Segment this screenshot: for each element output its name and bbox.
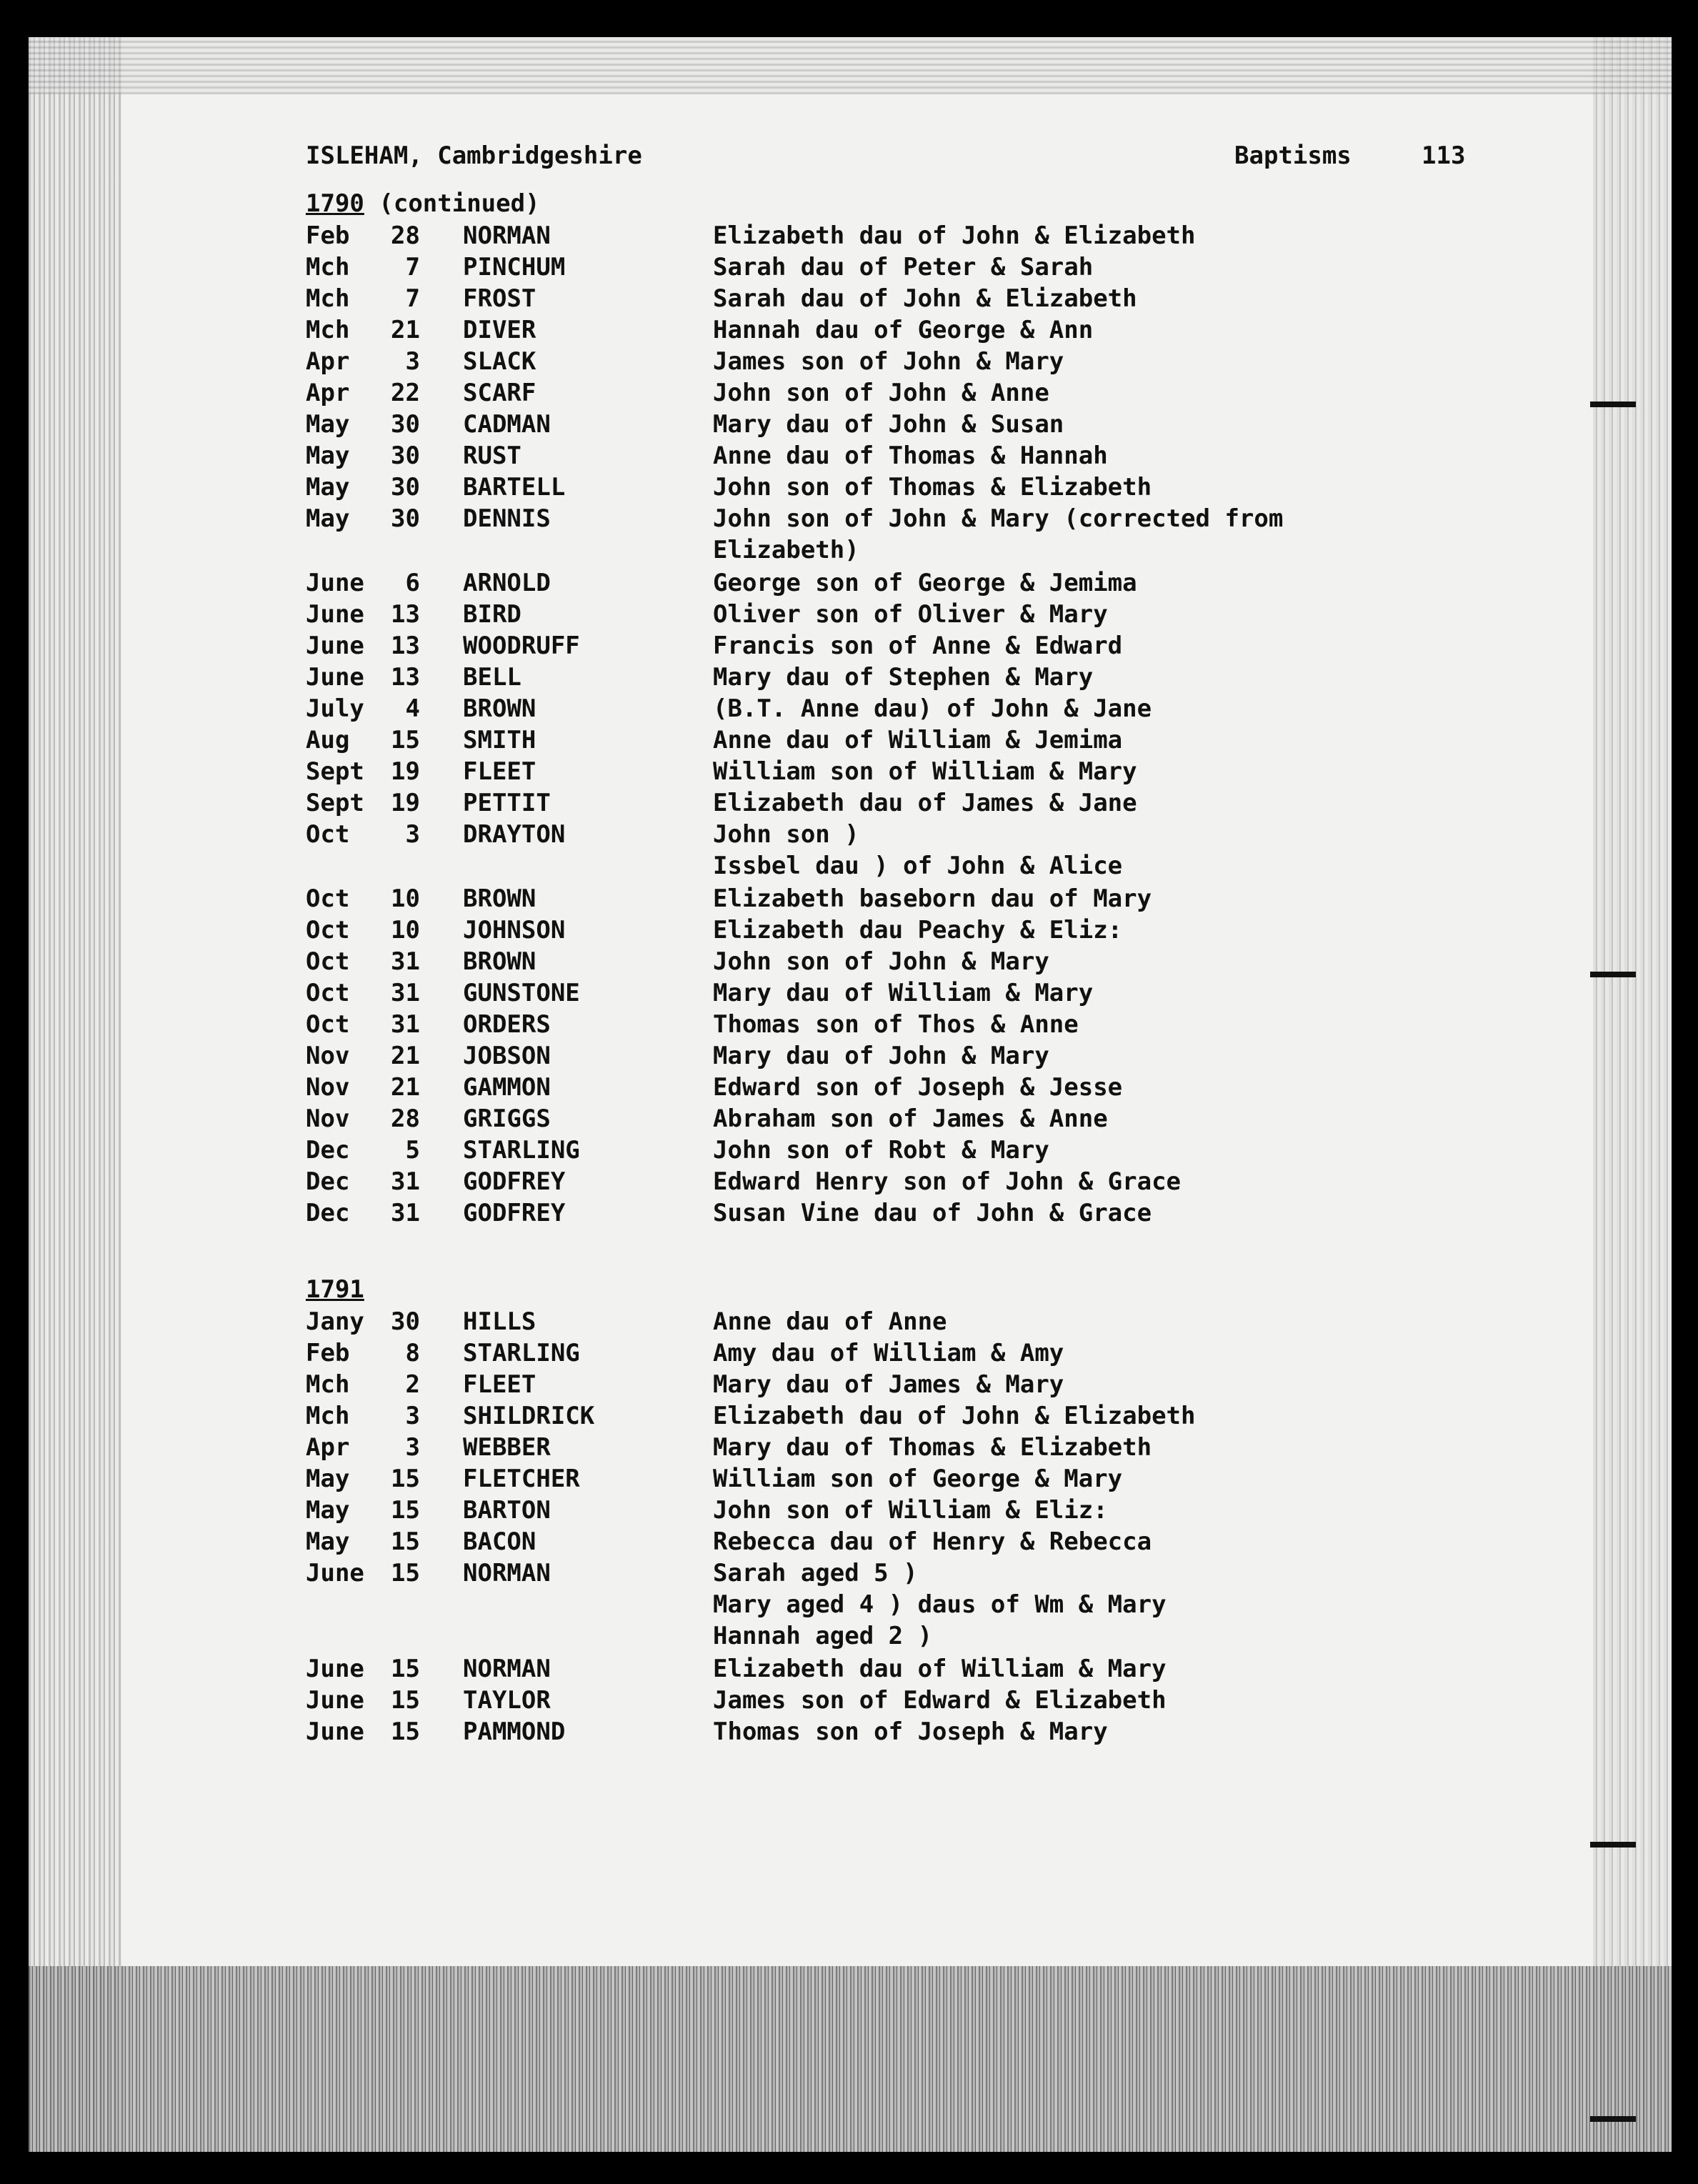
- entry-details: [713, 283, 1492, 314]
- entry-surname: GODFREY: [463, 1199, 566, 1227]
- baptism-entry: [277, 1685, 1492, 1716]
- binder-mark: [1590, 1842, 1636, 1848]
- baptism-entry: [277, 1495, 1492, 1526]
- entry-surname: BROWN: [463, 694, 536, 723]
- baptism-entry: [277, 1040, 1492, 1072]
- entry-surname: DIVER: [463, 316, 536, 344]
- entry-month: Mch: [306, 316, 350, 344]
- baptism-entry: [277, 630, 1492, 662]
- entry-details: [713, 440, 1492, 472]
- entry-day: 7: [405, 253, 420, 281]
- entry-line: Abraham son of James & Anne: [713, 1105, 1108, 1133]
- entry-details: [713, 314, 1492, 346]
- entry-day: 30: [391, 504, 420, 533]
- entry-day: 6: [405, 569, 420, 597]
- entry-line: Elizabeth baseborn dau of Mary: [713, 884, 1152, 913]
- entry-details: [713, 1166, 1492, 1197]
- entry-line: Mary dau of Stephen & Mary: [713, 663, 1094, 692]
- copy-shadow-right: [1593, 37, 1672, 2152]
- entry-details: [713, 503, 1492, 566]
- entry-line: John son of John & Mary (corrected from: [713, 504, 1284, 533]
- entry-surname: FLEET: [463, 1370, 536, 1399]
- entry-month: Oct: [306, 947, 350, 976]
- entry-details: [713, 946, 1492, 977]
- entry-day: 13: [391, 663, 420, 692]
- entry-surname: NORMAN: [463, 1559, 551, 1587]
- entry-month: Oct: [306, 820, 350, 849]
- entry-line: Edward son of Joseph & Jesse: [713, 1073, 1123, 1102]
- entry-details: [713, 914, 1492, 946]
- entry-month: June: [306, 1717, 364, 1746]
- entry-month: Mch: [306, 1402, 350, 1430]
- entry-line: Sarah dau of Peter & Sarah: [713, 253, 1094, 281]
- entry-line: Elizabeth dau of William & Mary: [713, 1655, 1167, 1683]
- entry-line: Sarah aged 5 ): [713, 1559, 918, 1587]
- entry-day: 21: [391, 1073, 420, 1102]
- entry-day: 30: [391, 410, 420, 439]
- baptism-entry: [277, 1135, 1492, 1166]
- entry-month: Dec: [306, 1167, 350, 1196]
- entry-line: William son of George & Mary: [713, 1465, 1123, 1493]
- baptism-register: [277, 187, 1492, 1747]
- entry-line: Susan Vine dau of John & Grace: [713, 1199, 1152, 1227]
- entry-day: 28: [391, 1105, 420, 1133]
- entry-details: [713, 756, 1492, 787]
- entry-month: Oct: [306, 1010, 350, 1039]
- photocopy-sheet: [29, 37, 1672, 2152]
- entry-details: [713, 1040, 1492, 1072]
- register-transcript: [277, 106, 1492, 1747]
- baptism-entry: [277, 724, 1492, 756]
- baptism-entry: [277, 1197, 1492, 1229]
- entry-surname: SCARF: [463, 379, 536, 407]
- entry-day: 15: [391, 1559, 420, 1587]
- copy-shadow-top: [29, 37, 1672, 94]
- entry-day: 15: [391, 1717, 420, 1746]
- entry-month: June: [306, 1686, 364, 1715]
- entry-surname: CADMAN: [463, 410, 551, 439]
- entry-surname: JOHNSON: [463, 916, 566, 944]
- entry-line: Mary dau of James & Mary: [713, 1370, 1064, 1399]
- baptism-entry: [277, 567, 1492, 599]
- entry-details: [713, 377, 1492, 409]
- baptism-entry: [277, 1009, 1492, 1040]
- entry-month: May: [306, 1465, 350, 1493]
- copy-shadow-left: [29, 37, 121, 2152]
- entry-day: 15: [391, 1496, 420, 1525]
- entry-surname: RUST: [463, 442, 521, 470]
- entry-month: Jany: [306, 1307, 364, 1336]
- entry-line: Mary dau of John & Susan: [713, 410, 1064, 439]
- baptism-entry: [277, 1557, 1492, 1653]
- entry-surname: TAYLOR: [463, 1686, 551, 1715]
- entry-details: [713, 1135, 1492, 1166]
- baptism-entry: [277, 472, 1492, 503]
- entry-line: Edward Henry son of John & Grace: [713, 1167, 1182, 1196]
- entry-details: [713, 346, 1492, 377]
- baptism-entry: [277, 1072, 1492, 1103]
- entry-month: June: [306, 1655, 364, 1683]
- entry-line: Rebecca dau of Henry & Rebecca: [713, 1527, 1152, 1556]
- entry-line: John son of Robt & Mary: [713, 1136, 1049, 1165]
- entry-line: James son of Edward & Elizabeth: [713, 1686, 1167, 1715]
- entry-surname: BARTON: [463, 1496, 551, 1525]
- entry-surname: ORDERS: [463, 1010, 551, 1039]
- year-heading: [277, 1273, 1492, 1306]
- entry-day: 3: [405, 347, 420, 376]
- entry-month: May: [306, 473, 350, 502]
- entry-month: Mch: [306, 1370, 350, 1399]
- entry-day: 31: [391, 1010, 420, 1039]
- entry-surname: GAMMON: [463, 1073, 551, 1102]
- entry-month: May: [306, 504, 350, 533]
- entry-month: May: [306, 1496, 350, 1525]
- entry-surname: GRIGGS: [463, 1105, 551, 1133]
- entry-day: 19: [391, 789, 420, 817]
- entry-day: 28: [391, 221, 420, 250]
- entry-details: [713, 1306, 1492, 1337]
- entry-line: Hannah dau of George & Ann: [713, 316, 1094, 344]
- entry-line: John son ): [713, 820, 859, 849]
- baptism-entry: [277, 1653, 1492, 1685]
- entry-line: Elizabeth dau of John & Elizabeth: [713, 221, 1196, 250]
- baptism-entry: [277, 503, 1492, 567]
- entry-day: 7: [405, 284, 420, 313]
- baptism-entry: [277, 409, 1492, 440]
- entry-month: Apr: [306, 1433, 350, 1462]
- entry-details: [713, 1463, 1492, 1495]
- baptism-entry: [277, 251, 1492, 283]
- baptism-entry: [277, 1463, 1492, 1495]
- entry-surname: FLEET: [463, 757, 536, 786]
- year-heading: [277, 187, 1492, 220]
- entry-line: Thomas son of Thos & Anne: [713, 1010, 1079, 1039]
- entry-line: Francis son of Anne & Edward: [713, 632, 1123, 660]
- binder-mark: [1590, 402, 1636, 407]
- entry-surname: PINCHUM: [463, 253, 566, 281]
- entry-surname: PETTIT: [463, 789, 551, 817]
- entry-line: Mary dau of Thomas & Elizabeth: [713, 1433, 1152, 1462]
- baptism-entry: [277, 662, 1492, 693]
- entry-month: Dec: [306, 1199, 350, 1227]
- entry-details: [713, 1685, 1492, 1716]
- entry-surname: SMITH: [463, 726, 536, 754]
- entry-line: James son of John & Mary: [713, 347, 1064, 376]
- entry-details: [713, 1432, 1492, 1463]
- entry-details: [713, 724, 1492, 756]
- entry-line: John son of John & Anne: [713, 379, 1049, 407]
- baptism-entry: [277, 1716, 1492, 1747]
- baptism-entry: [277, 440, 1492, 472]
- entry-day: 30: [391, 442, 420, 470]
- baptism-entry: [277, 1306, 1492, 1337]
- entry-line: William son of William & Mary: [713, 757, 1137, 786]
- entry-surname: NORMAN: [463, 221, 551, 250]
- year-suffix: (continued): [379, 189, 540, 218]
- entry-line: Mary dau of William & Mary: [713, 979, 1094, 1007]
- entry-details: [713, 220, 1492, 251]
- baptism-entry: [277, 883, 1492, 914]
- year-number: 1791: [306, 1275, 364, 1304]
- baptism-entry: [277, 1369, 1492, 1400]
- entry-day: 15: [391, 726, 420, 754]
- entry-day: 15: [391, 1527, 420, 1556]
- entry-details: [713, 787, 1492, 819]
- entry-surname: DRAYTON: [463, 820, 566, 849]
- entry-details: [713, 1197, 1492, 1229]
- entry-surname: STARLING: [463, 1136, 580, 1165]
- entry-month: June: [306, 569, 364, 597]
- entry-month: May: [306, 1527, 350, 1556]
- baptism-entry: [277, 1400, 1492, 1432]
- entry-surname: SLACK: [463, 347, 536, 376]
- entry-month: Nov: [306, 1105, 350, 1133]
- entry-surname: HILLS: [463, 1307, 536, 1336]
- entry-month: Feb: [306, 221, 350, 250]
- entry-line: George son of George & Jemima: [713, 569, 1137, 597]
- entry-month: Feb: [306, 1339, 350, 1367]
- entry-day: 3: [405, 820, 420, 849]
- entry-line: Sarah dau of John & Elizabeth: [713, 284, 1137, 313]
- baptism-entry: [277, 693, 1492, 724]
- page-header: [277, 106, 1492, 170]
- entry-line: (B.T. Anne dau) of John & Jane: [713, 694, 1152, 723]
- entry-day: 30: [391, 473, 420, 502]
- entry-day: 5: [405, 1136, 420, 1165]
- baptism-entry: [277, 346, 1492, 377]
- entry-details: [713, 1337, 1492, 1369]
- entry-surname: BIRD: [463, 600, 521, 629]
- entry-line: Issbel dau ) of John & Alice: [713, 852, 1123, 880]
- entry-month: Sept: [306, 789, 364, 817]
- binder-mark: [1590, 2116, 1636, 2122]
- entry-month: June: [306, 632, 364, 660]
- entry-day: 3: [405, 1433, 420, 1462]
- entry-details: [713, 1103, 1492, 1135]
- entry-month: Mch: [306, 284, 350, 313]
- entry-month: Oct: [306, 916, 350, 944]
- entry-day: 10: [391, 884, 420, 913]
- page-number: 113: [1422, 141, 1466, 170]
- entry-line: Mary aged 4 ) daus of Wm & Mary: [713, 1590, 1167, 1619]
- baptism-entry: [277, 220, 1492, 251]
- entry-surname: SHILDRICK: [463, 1402, 595, 1430]
- entry-details: [713, 1495, 1492, 1526]
- entry-surname: JOBSON: [463, 1042, 551, 1070]
- record-type: Baptisms: [1234, 141, 1352, 170]
- entry-day: 31: [391, 1199, 420, 1227]
- entry-day: 22: [391, 379, 420, 407]
- entry-line: John son of William & Eliz:: [713, 1496, 1108, 1525]
- entry-surname: BROWN: [463, 947, 536, 976]
- entry-details: [713, 251, 1492, 283]
- entry-details: [713, 1009, 1492, 1040]
- year-number: 1790: [306, 189, 364, 218]
- entry-line: Mary dau of John & Mary: [713, 1042, 1049, 1070]
- entry-day: 3: [405, 1402, 420, 1430]
- entry-month: June: [306, 663, 364, 692]
- baptism-entry: [277, 599, 1492, 630]
- entry-surname: BACON: [463, 1527, 536, 1556]
- entry-details: [713, 883, 1492, 914]
- entry-surname: STARLING: [463, 1339, 580, 1367]
- entry-line: Oliver son of Oliver & Mary: [713, 600, 1108, 629]
- entry-surname: GUNSTONE: [463, 979, 580, 1007]
- entry-line: Anne dau of Anne: [713, 1307, 947, 1336]
- entry-details: [713, 630, 1492, 662]
- entry-details: [713, 1526, 1492, 1557]
- entry-surname: WEBBER: [463, 1433, 551, 1462]
- entry-day: 30: [391, 1307, 420, 1336]
- baptism-entry: [277, 1166, 1492, 1197]
- entry-month: Oct: [306, 884, 350, 913]
- entry-line: John son of Thomas & Elizabeth: [713, 473, 1152, 502]
- entry-day: 21: [391, 1042, 420, 1070]
- entry-surname: FROST: [463, 284, 536, 313]
- entry-surname: PAMMOND: [463, 1717, 566, 1746]
- entry-month: Nov: [306, 1042, 350, 1070]
- entry-details: [713, 1369, 1492, 1400]
- binder-mark: [1590, 972, 1636, 977]
- entry-details: [713, 1400, 1492, 1432]
- entry-surname: FLETCHER: [463, 1465, 580, 1493]
- entry-details: [713, 693, 1492, 724]
- entry-details: [713, 1653, 1492, 1685]
- entry-day: 13: [391, 632, 420, 660]
- entry-month: Oct: [306, 979, 350, 1007]
- entry-day: 21: [391, 316, 420, 344]
- entry-day: 31: [391, 979, 420, 1007]
- entry-surname: DENNIS: [463, 504, 551, 533]
- entry-day: 15: [391, 1686, 420, 1715]
- entry-month: May: [306, 410, 350, 439]
- entry-line: Anne dau of William & Jemima: [713, 726, 1123, 754]
- entry-line: Elizabeth dau Peachy & Eliz:: [713, 916, 1123, 944]
- baptism-entry: [277, 377, 1492, 409]
- entry-details: [713, 472, 1492, 503]
- entry-line: Thomas son of Joseph & Mary: [713, 1717, 1108, 1746]
- entry-day: 13: [391, 600, 420, 629]
- entry-line: John son of John & Mary: [713, 947, 1049, 976]
- entry-day: 2: [405, 1370, 420, 1399]
- entry-surname: BARTELL: [463, 473, 566, 502]
- entry-surname: WOODRUFF: [463, 632, 580, 660]
- entry-day: 31: [391, 947, 420, 976]
- entry-day: 8: [405, 1339, 420, 1367]
- baptism-entry: [277, 756, 1492, 787]
- entry-details: [713, 819, 1492, 882]
- entry-month: Apr: [306, 347, 350, 376]
- entry-month: May: [306, 442, 350, 470]
- entry-line: Elizabeth dau of John & Elizabeth: [713, 1402, 1196, 1430]
- entry-line: Hannah aged 2 ): [713, 1622, 933, 1650]
- baptism-entry: [277, 977, 1492, 1009]
- entry-surname: NORMAN: [463, 1655, 551, 1683]
- baptism-entry: [277, 314, 1492, 346]
- entry-month: June: [306, 600, 364, 629]
- entry-surname: GODFREY: [463, 1167, 566, 1196]
- entry-line: Elizabeth): [713, 536, 859, 564]
- entry-day: 15: [391, 1465, 420, 1493]
- parish-title: ISLEHAM, Cambridgeshire: [306, 141, 642, 170]
- entry-surname: BROWN: [463, 884, 536, 913]
- copy-shadow-bottom: [29, 1966, 1672, 2152]
- entry-details: [713, 1072, 1492, 1103]
- entry-details: [713, 567, 1492, 599]
- baptism-entry: [277, 1337, 1492, 1369]
- entry-surname: BELL: [463, 663, 521, 692]
- entry-month: Aug: [306, 726, 350, 754]
- baptism-entry: [277, 914, 1492, 946]
- baptism-entry: [277, 1103, 1492, 1135]
- entry-line: Elizabeth dau of James & Jane: [713, 789, 1137, 817]
- baptism-entry: [277, 1432, 1492, 1463]
- entry-line: Anne dau of Thomas & Hannah: [713, 442, 1108, 470]
- entry-details: [713, 1557, 1492, 1652]
- entry-details: [713, 599, 1492, 630]
- entry-month: Sept: [306, 757, 364, 786]
- entry-line: Amy dau of William & Amy: [713, 1339, 1064, 1367]
- entry-month: July: [306, 694, 364, 723]
- entry-day: 4: [405, 694, 420, 723]
- entry-month: Nov: [306, 1073, 350, 1102]
- baptism-entry: [277, 1526, 1492, 1557]
- entry-day: 10: [391, 916, 420, 944]
- entry-month: June: [306, 1559, 364, 1587]
- entry-surname: ARNOLD: [463, 569, 551, 597]
- entry-details: [713, 662, 1492, 693]
- baptism-entry: [277, 787, 1492, 819]
- baptism-entry: [277, 946, 1492, 977]
- entry-details: [713, 977, 1492, 1009]
- entry-day: 31: [391, 1167, 420, 1196]
- baptism-entry: [277, 283, 1492, 314]
- entry-month: Dec: [306, 1136, 350, 1165]
- entry-month: Mch: [306, 253, 350, 281]
- baptism-entry: [277, 819, 1492, 883]
- entry-day: 19: [391, 757, 420, 786]
- entry-details: [713, 1716, 1492, 1747]
- entry-details: [713, 409, 1492, 440]
- entry-day: 15: [391, 1655, 420, 1683]
- entry-month: Apr: [306, 379, 350, 407]
